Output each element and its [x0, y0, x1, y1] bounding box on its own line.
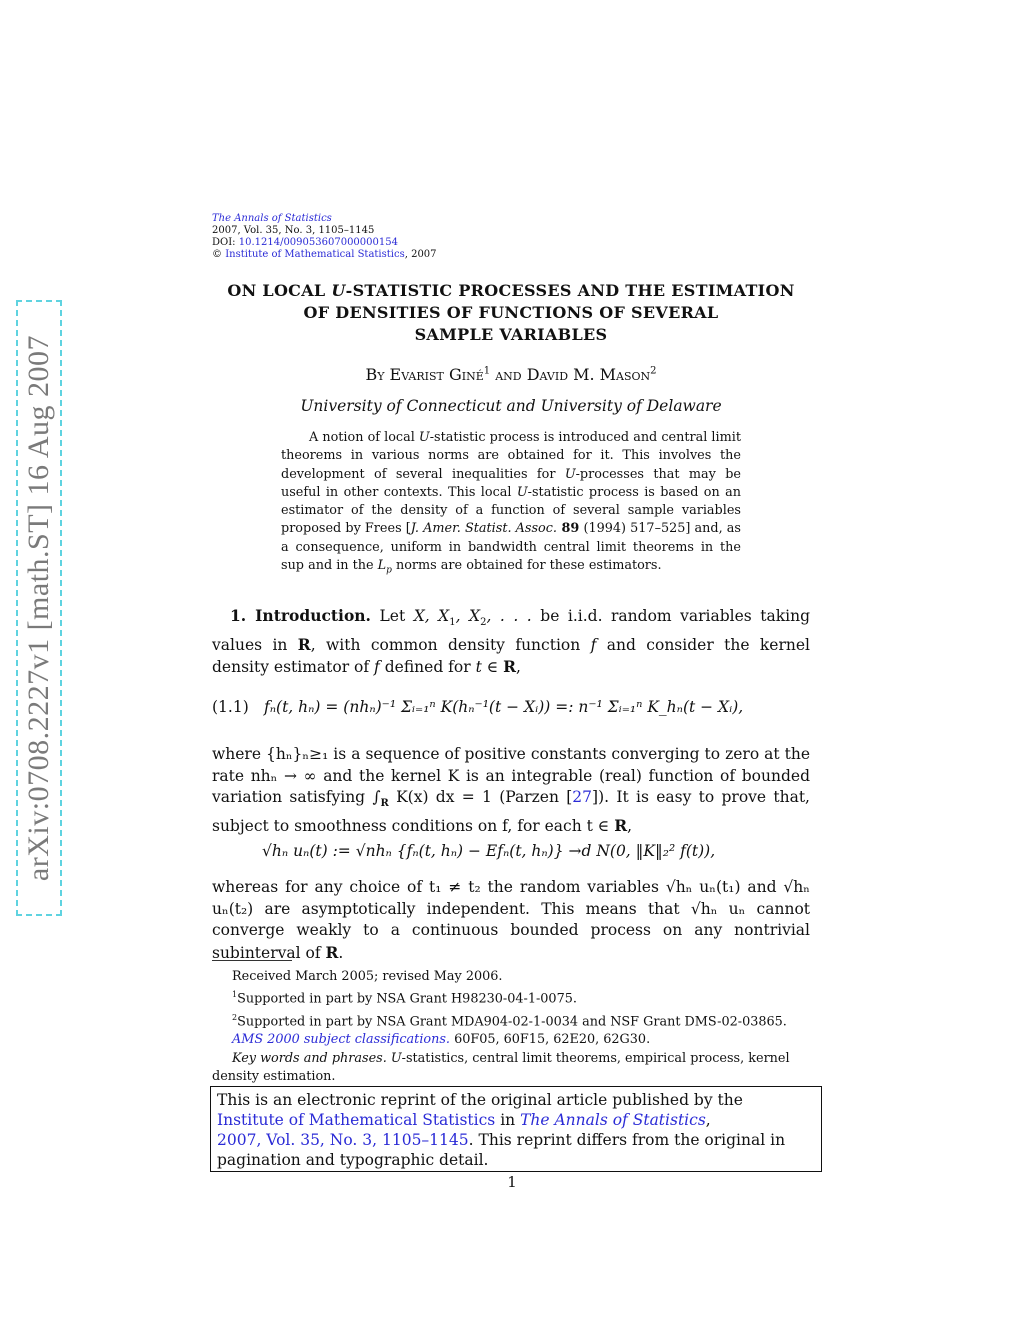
page-number: 1 — [507, 1173, 517, 1191]
footnotes: Received March 2005; revised May 2006. $^1$Supported in part by NSA Grant H98230-04-1-0075. $^2$Supported in part by NSA Grant MDA904-02-1-0034 and NSF Grant DMS-02-03865. AMS 2000 subject classifications. 60F05, 60F15, 62E20, 62G30. Key words and phrases. U-statistics, central limit theorems, empirical process, kernel density estimation. — [212, 968, 810, 1086]
received-note: Received March 2005; revised May 2006. — [232, 969, 503, 984]
arxiv-identifier: arXiv:0708.2227v1 [math.ST] 16 Aug 2007 — [22, 334, 55, 882]
reference-link-27[interactable]: 27 — [572, 788, 593, 806]
paragraph-independence: whereas for any choice of t₁ ≠ t₂ the random variables √hₙ uₙ(t₁) and √hₙ uₙ(t₂) are asymptotically independent. This means that √hₙ uₙ cannot converge weakly to a continuous bounded process on any nontrivial subinterval of R. — [212, 878, 810, 962]
paragraph-kernel: where {hₙ}ₙ≥₁ is a sequence of positive constants converging to zero at the rate nhₙ → ∞ and the kernel K is an integrable (real) function of bounded variation satisfying $\int_R$ K(x) dx = 1 (Parzen [27]). It is easy to prove that, subject to smoothness conditions on f, for each t ∈ R, — [212, 745, 810, 835]
arxiv-side-stamp — [16, 300, 62, 916]
author-gine: Evarist Giné — [389, 365, 484, 384]
reprint-citation-link[interactable]: 2007, Vol. 35, No. 3, 1105–1145 — [217, 1131, 469, 1149]
journal-header: The Annals of Statistics 2007, Vol. 35, No. 3, 1105–1145 DOI: 10.1214/009053607000000154 © Institute of Mathematical Statistics, 2007 — [212, 213, 437, 260]
ams-classification-link[interactable]: AMS 2000 subject classifications. — [232, 1032, 450, 1048]
reprint-institute-link[interactable]: Institute of Mathematical Statistics — [217, 1111, 496, 1129]
equation-number: (1.1) — [212, 698, 249, 716]
journal-name-link[interactable]: The Annals of Statistics — [212, 213, 332, 224]
reprint-notice-box: This is an electronic reprint of the original article published by the Institute of Mathematical Statistics in The Annals of Statistics, 2007, Vol. 35, No. 3, 1105–1145. This reprint differs from the original in pagination and typographic detail. — [210, 1086, 822, 1172]
footnote-2: Supported in part by NSA Grant MDA904-02-1-0034 and NSF Grant DMS-02-03865. — [237, 1014, 787, 1030]
equation-clt: √hₙ uₙ(t) := √nhₙ {fₙ(t, hₙ) − Efₙ(t, hₙ)} →d N(0, ‖K‖₂² f(t)), — [262, 842, 716, 860]
affiliation: University of Connecticut and University of Delaware — [300, 397, 722, 415]
institute-link[interactable]: Institute of Mathematical Statistics — [225, 249, 405, 260]
footnote-1: Supported in part by NSA Grant H98230-04-1-0075. — [237, 991, 577, 1007]
equation-expression: fₙ(t, hₙ) = (nhₙ)⁻¹ Σᵢ₌₁ⁿ K(hₙ⁻¹(t − Xᵢ)) =: n⁻¹ Σᵢ₌₁ⁿ K_hₙ(t − Xᵢ), — [264, 698, 744, 716]
author-line: By Evarist Giné$^1$ and David M. Mason$^2$ — [365, 365, 657, 384]
intro-paragraph: 1. Introduction. Let X, $X_1$, $X_2$, . . . be i.i.d. random variables taking values in R, with common density function f and consider the kernel density estimator of f defined for t ∈ R, — [212, 606, 810, 677]
author-mason: David M. Mason — [526, 365, 651, 384]
journal-volume: 2007, Vol. 35, No. 3, 1105–1145 — [212, 225, 375, 236]
doi-link[interactable]: 10.1214/009053607000000154 — [238, 237, 398, 248]
abstract: A notion of local U-statistic process is introduced and central limit theorems in various norms are obtained for it. This involves the development of several inequalities for U-processes that may be useful in other contexts. This local U-statistic process is based on an estimator of the density of a function of several sample variables proposed by Frees [J. Amer. Statist. Assoc. 89 (1994) 517–525] and, as a consequence, uniform in bandwidth central limit theorems in the sup and in the $L_p$ norms are obtained for these estimators. — [281, 430, 741, 576]
equation-1-1 — [212, 686, 810, 732]
footnote-rule — [212, 960, 292, 961]
section-heading: 1. Introduction. — [230, 606, 371, 625]
reprint-journal-link[interactable]: The Annals of Statistics — [520, 1111, 706, 1129]
paper-title: ON LOCAL U-STATISTIC PROCESSES AND THE ESTIMATION OF DENSITIES OF FUNCTIONS OF SEVERAL SAMPLE VARIABLES — [227, 281, 795, 344]
